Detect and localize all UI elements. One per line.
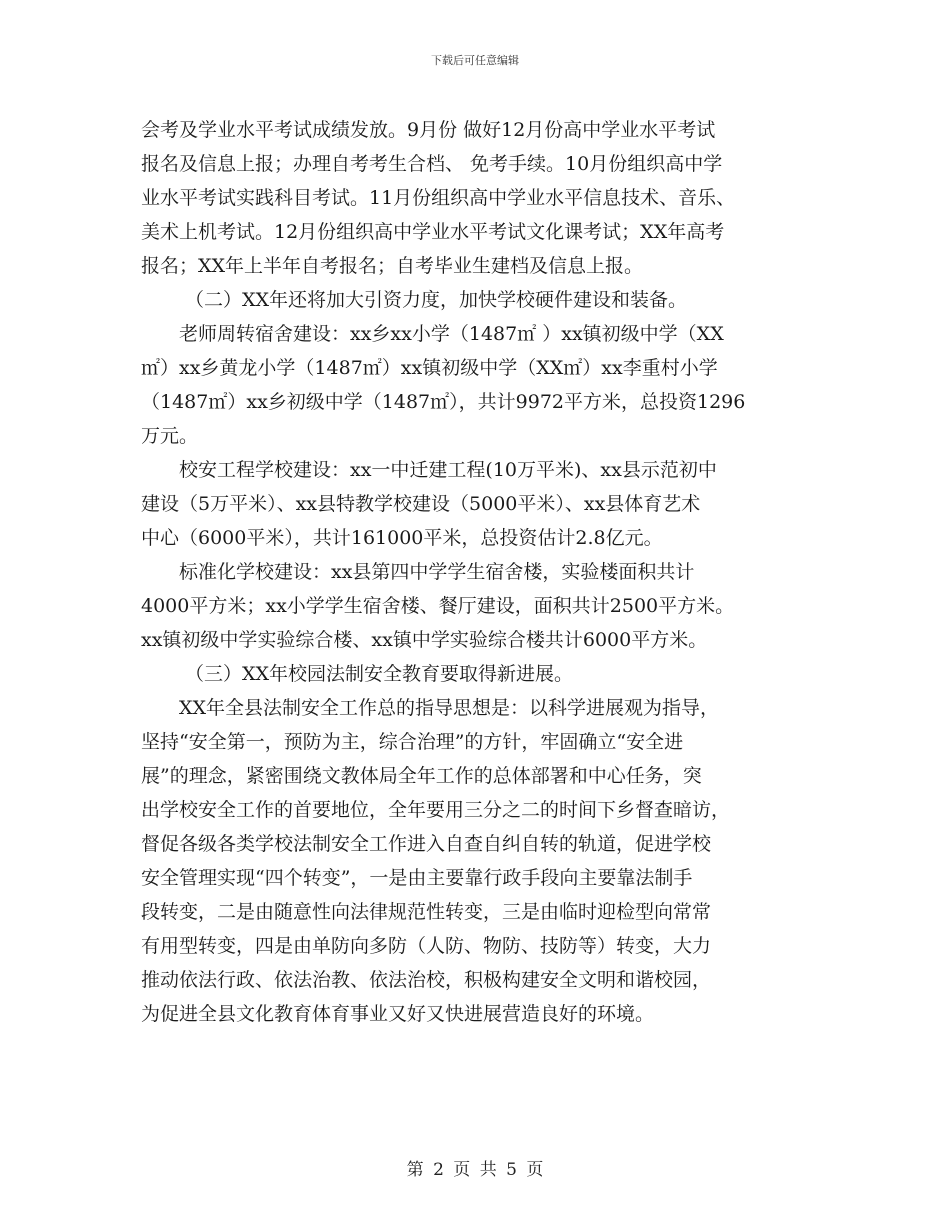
text-line: 推动依法行政、依法治教、依法治校，积极构建安全文明和谐校园， [141,969,712,991]
text-line: 中心（6000平米），共计161000平米，总投资估计2.8亿元。 [141,527,663,549]
page-header: 下载后可任意编辑 [431,54,519,67]
paragraph-start: 老师周转宿舍建设：xx乡xx小学（1487㎡ ）xx镇初级中学（XX [179,323,724,345]
section-heading: （三）XX年校园法制安全教育要取得新进展。 [185,663,574,685]
text-line: 督促各级各类学校法制安全工作进入自查自纠自转的轨道，促进学校 [141,833,712,855]
text-line: 有用型转变，四是由单防向多防（人防、物防、技防等）转变，大力 [141,935,712,957]
text-line: 4000平方米；xx小学学生宿舍楼、餐厅建设，面积共计2500平方米。 [141,595,735,617]
paragraph-start: 校安工程学校建设：xx一中迁建工程(10万平米)、xx县示范初中 [179,459,717,481]
text-line: （1487㎡）xx乡初级中学（1487㎡），共计9972平方米，总投资1296 [141,391,746,413]
text-line: 美术上机考试。12月份组织高中学业水平考试文化课考试；XX年高考 [141,221,725,243]
text-line: 为促进全县文化教育体育事业又好又快进展营造良好的环境。 [141,1003,655,1025]
text-line: 业水平考试实践科目考试。11月份组织高中学业水平信息技术、音乐、 [141,187,736,209]
text-line: 展”的理念，紧密围绕文教体局全年工作的总体部署和中心任务，突 [141,765,702,787]
text-line: 报名及信息上报；办理自考考生合档、 免考手续。10月份组织高中学 [141,153,723,175]
text-line: 建设（5万平米）、xx县特教学校建设（5000平米）、xx县体育艺术 [141,493,701,515]
text-line: 坚持“安全第一，预防为主，综合治理”的方针，牢固确立“安全进 [141,731,684,753]
text-line: ㎡）xx乡黄龙小学（1487㎡）xx镇初级中学（XX㎡）xx李重村小学 [141,357,718,379]
text-line: xx镇初级中学实验综合楼、xx镇中学实验综合楼共计6000平方米。 [141,629,708,651]
page-number-footer: 第 2 页 共 5 页 [406,1160,544,1180]
text-line: 段转变，二是由随意性向法律规范性转变，三是由临时迎检型向常常 [141,901,712,923]
text-line: 报名；XX年上半年自考报名；自考毕业生建档及信息上报。 [141,255,644,277]
document-body [141,113,813,1031]
paragraph-start: XX年全县法制安全工作总的指导思想是：以科学进展观为指导， [179,697,720,719]
text-line: 万元。 [141,425,199,447]
section-heading: （二）XX年还将加大引资力度，加快学校硬件建设和装备。 [185,289,688,311]
text-line: 出学校安全工作的首要地位，全年要用三分之二的时间下乡督查暗访， [141,799,731,821]
paragraph-start: 标准化学校建设：xx县第四中学学生宿舍楼，实验楼面积共计 [179,561,695,583]
text-line: 安全管理实现“四个转变”，一是由主要靠行政手段向主要靠法制手 [141,867,693,889]
text-line: 会考及学业水平考试成绩发放。9月份 做好12月份高中学业水平考试 [141,119,716,141]
